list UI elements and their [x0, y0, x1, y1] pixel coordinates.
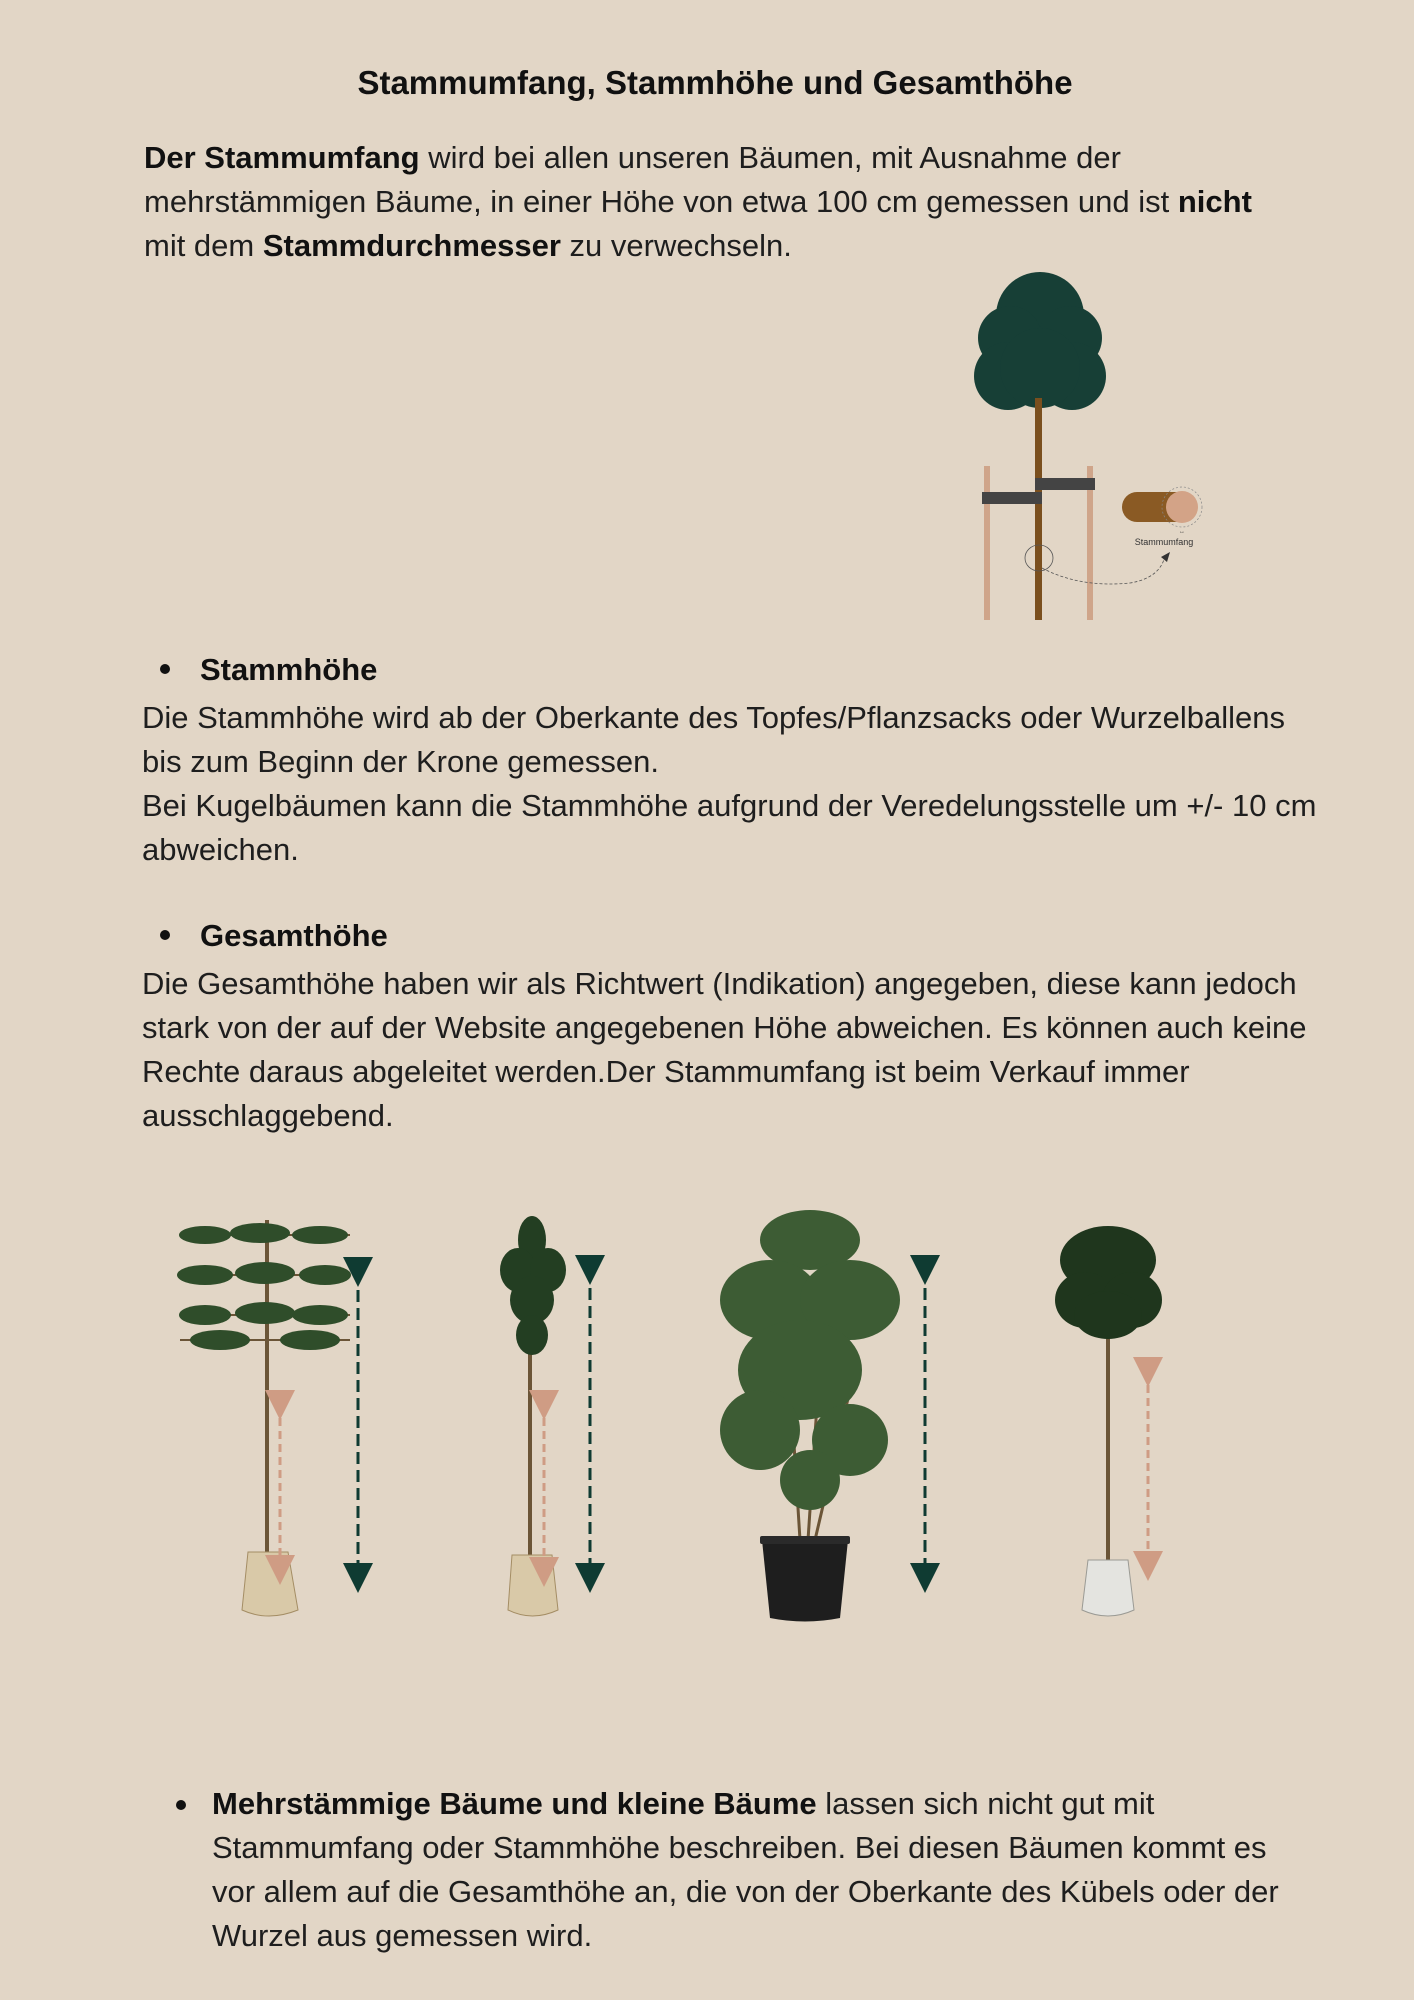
svg-text:↔: ↔ — [1179, 529, 1185, 535]
stammhoehe-paragraph — [142, 696, 1322, 872]
bullet-icon — [160, 930, 170, 940]
standard-tree-icon — [500, 1216, 590, 1616]
stake-left — [984, 466, 990, 620]
intro-lead: Der Stammumfang — [144, 140, 420, 175]
stammhoehe-heading-text: Stammhöhe — [200, 652, 378, 687]
multi-stem-note — [176, 1782, 1296, 1958]
ball-tree-icon — [1055, 1226, 1162, 1616]
multi-stem-note-text — [212, 1782, 1296, 1958]
page-title: Stammumfang, Stammhöhe und Gesamthöhe — [357, 64, 1073, 101]
intro-bold-nicht: nicht — [1177, 184, 1252, 219]
gesamthoehe-paragraph: Die Gesamthöhe haben wir als Richtwert (Indikation) angegeben, diese kann jedoch stark von der auf der Website angegebenen Höhe abweichen. Es können auch keine Rechte daraus abgeleitet werden.Der Stammumfang ist beim Verkauf immer ausschlaggebend. — [142, 966, 1307, 1133]
stammumfang-label: Stammumfang — [1134, 537, 1194, 547]
measure-curve — [1042, 556, 1165, 584]
stammumfang-diagram — [960, 258, 1220, 620]
tree-crown-icon — [974, 272, 1106, 410]
stammhoehe-heading — [160, 652, 377, 688]
intro-text-2: mit dem — [144, 228, 263, 263]
intro-text-1: wird bei allen unseren Bäumen, mit Ausnahme der mehrstämmigen Bäume, in einer Höhe von etwa 100 cm gemessen und ist — [144, 140, 1178, 219]
intro-bold-stammdurchmesser: Stammdurchmesser — [262, 228, 561, 263]
gesamthoehe-heading — [160, 918, 388, 954]
intro-paragraph — [144, 136, 1264, 268]
multi-stem-note-bold: Mehrstämmige Bäume und kleine Bäume — [212, 1786, 817, 1821]
intro-text-3: zu verwechseln. — [560, 228, 792, 263]
tie-band-left — [982, 492, 1042, 504]
multi-stem-note-body: lassen sich nicht gut mit Stammumfang oder Stammhöhe beschreiben. Bei diesen Bäumen kommt es vor allem auf die Gesamthöhe an, die von der Oberkante des Kübels oder der Wurzel aus gemessen wird. — [212, 1786, 1279, 1953]
tree-comparison-illustration — [160, 1200, 1220, 1640]
log-cross-section-icon — [1122, 487, 1202, 535]
bullet-icon — [176, 1800, 186, 1810]
tree-trunk — [1035, 398, 1042, 620]
multi-stem-tree-icon — [720, 1210, 925, 1622]
stammhoehe-line-1: Die Stammhöhe wird ab der Oberkante des Topfes/Pflanzsacks oder Wurzelballens bis zum Beginn der Krone gemessen. — [142, 700, 1285, 779]
gesamthoehe-heading-text: Gesamthöhe — [200, 918, 388, 953]
tie-band-right — [1035, 478, 1095, 490]
measure-arrowhead — [1161, 552, 1170, 562]
bullet-icon — [160, 664, 170, 674]
espalier-tree-icon — [177, 1220, 358, 1616]
stammhoehe-line-2: Bei Kugelbäumen kann die Stammhöhe aufgrund der Veredelungsstelle um +/- 10 cm abweichen. — [142, 788, 1317, 867]
